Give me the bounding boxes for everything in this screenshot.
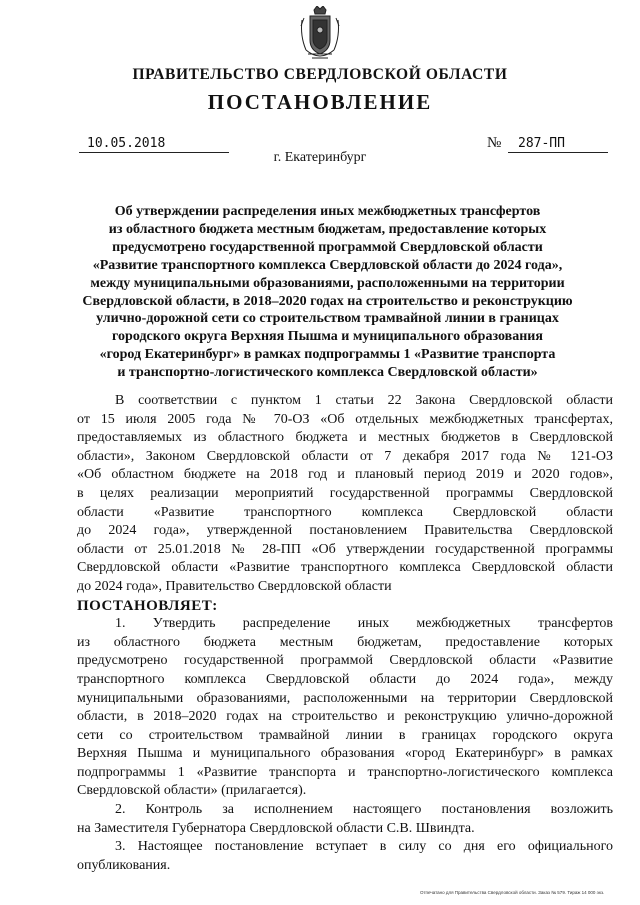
item-2 bbox=[77, 801, 613, 838]
item-line: подпрограммы 1 «Развитие транспорта и транспортно-логистического комплекса bbox=[77, 764, 613, 780]
item-line: транспортного комплекса Свердловской области до 2024 года», между bbox=[77, 671, 613, 687]
item-line: сети со строительством трамвайной линии в границах городского округа bbox=[77, 727, 613, 743]
preamble-line: В соответствии с пунктом 1 статьи 22 Закона Свердловской области bbox=[115, 393, 613, 408]
preamble bbox=[77, 392, 613, 597]
resolve-heading: ПОСТАНОВЛЯЕТ: bbox=[77, 597, 218, 614]
title-line: из областного бюджета местным бюджетам, предоставление которых bbox=[108, 221, 547, 237]
document-type: ПОСТАНОВЛЕНИЕ bbox=[207, 90, 433, 114]
item-1 bbox=[77, 615, 613, 801]
title-line: Свердловской области, в 2018–2020 годах на строительство и реконструкцию bbox=[82, 293, 573, 309]
item-3 bbox=[77, 838, 613, 875]
title-line: «Развитие транспортного комплекса Свердловской области до 2024 года», bbox=[92, 257, 563, 273]
item-line: опубликования. bbox=[77, 857, 171, 873]
organization-name: ПРАВИТЕЛЬСТВО СВЕРДЛОВСКОЙ ОБЛАСТИ bbox=[132, 66, 508, 83]
preamble-line: области «Развитие транспортного комплекса Свердловской области bbox=[77, 504, 613, 520]
item-line: 3. Настоящее постановление вступает в силу со дня его официального bbox=[115, 839, 613, 855]
preamble-line: до 2024 года», Правительство Свердловской области bbox=[77, 578, 392, 594]
preamble-line: области от 25.01.2018 № 28-ПП «Об утверждении государственной программы bbox=[77, 541, 613, 557]
preamble-line: в целях реализации мероприятий государственной программы Свердловской bbox=[77, 485, 613, 501]
title-line: предусмотрено государственной программой Свердловской области bbox=[112, 239, 543, 255]
document-title bbox=[60, 203, 595, 382]
title-line: и транспортно-логистического комплекса Свердловской области» bbox=[117, 365, 538, 381]
item-line: из областного бюджета местным бюджетам, предоставление которых bbox=[77, 634, 613, 650]
coat-of-arms-emblem bbox=[298, 6, 342, 64]
preamble-line: «Об областном бюджете на 2018 год и плановый период 2019 и 2020 годов», bbox=[77, 467, 613, 483]
document-number: 287-ПП bbox=[508, 136, 608, 153]
item-line: муниципальными образованиями, расположенными на территории Свердловской bbox=[77, 690, 613, 706]
document-body bbox=[77, 392, 613, 875]
item-line: области, в 2018–2020 годах на строительство и реконструкцию улично-дорожной bbox=[77, 709, 613, 725]
document-date: 10.05.2018 bbox=[79, 136, 229, 153]
title-line: «город Екатеринбург» в рамках подпрограммы 1 «Развитие транспорта bbox=[99, 347, 556, 363]
title-line: городского округа Верхняя Пышма и муниципального образования bbox=[112, 329, 543, 345]
item-line: Свердловской области» (прилагается). bbox=[77, 783, 307, 799]
title-line: Об утверждении распределения иных межбюджетных трансфертов bbox=[114, 204, 541, 219]
preamble-line: области», Законом Свердловской области от 7 декабря 2017 года № 121-ОЗ bbox=[77, 448, 613, 464]
preamble-line: до 2024 года», утвержденной постановлением Правительства Свердловской bbox=[77, 523, 613, 539]
number-sign: № bbox=[487, 135, 502, 151]
preamble-line: предоставляемых из областного бюджета и местных бюджетов в Свердловской bbox=[77, 430, 613, 446]
item-line: 2. Контроль за исполнением настоящего постановления возложить bbox=[115, 802, 613, 818]
title-line: между муниципальными образованиями, расположенными на территории bbox=[90, 275, 565, 291]
preamble-line: от 15 июля 2005 года № 70-ОЗ «Об отдельных межбюджетных трансфертах, bbox=[77, 411, 613, 427]
item-line: предусмотрено государственной программой Свердловской области «Развитие bbox=[77, 653, 613, 669]
preamble-line: Свердловской области «Развитие транспортного комплекса Свердловской области bbox=[77, 560, 613, 576]
city: г. Екатеринбург bbox=[273, 150, 367, 165]
item-line: на Заместителя Губернатора Свердловской области С.В. Швиндта. bbox=[77, 820, 475, 836]
item-line: Верхняя Пышма и муниципального образования «город Екатеринбург» в рамках bbox=[77, 746, 613, 762]
title-line: улично-дорожной сети со строительством трамвайной линии в границах bbox=[96, 311, 559, 327]
item-line: 1. Утвердить распределение иных межбюджетных трансфертов bbox=[115, 616, 613, 632]
print-footer: Отпечатано для Правительства Свердловской области. Заказ № 579. Тираж 14 000 экз. bbox=[420, 890, 605, 895]
